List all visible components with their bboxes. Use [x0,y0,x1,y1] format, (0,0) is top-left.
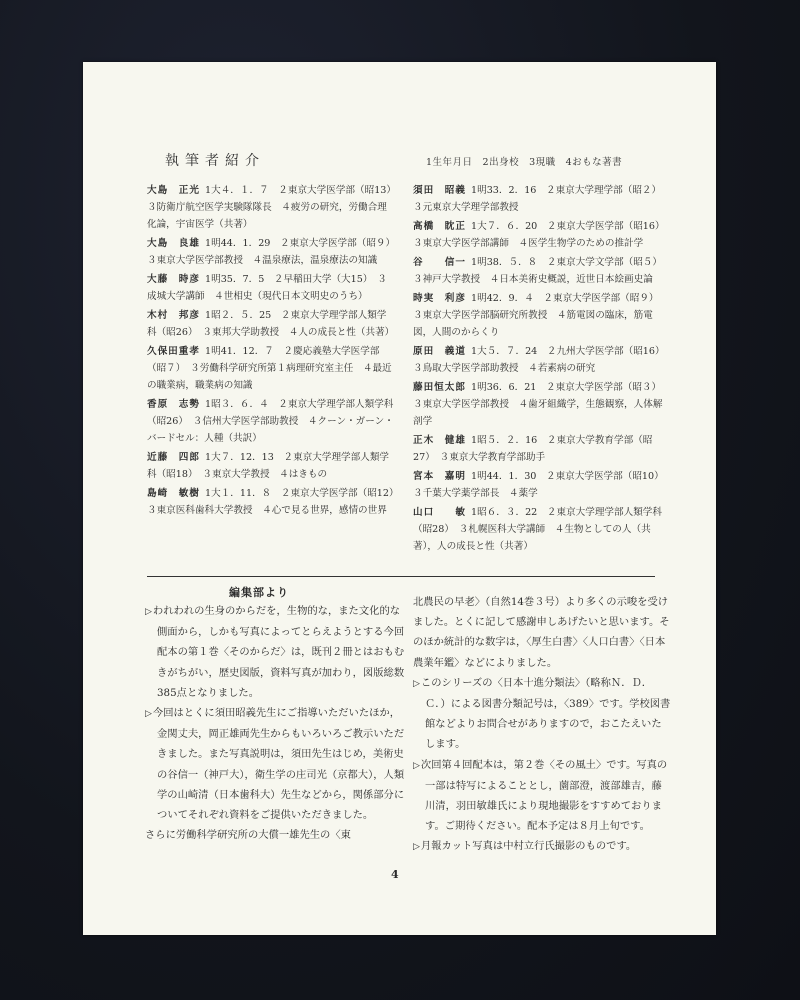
author-entry [413,290,663,341]
editorial-left-column [145,601,407,845]
author-name: 高橋 眈正 [413,221,466,232]
editorial-title: 編集部より [229,586,289,599]
triangle-bullet-icon: ▷ [413,842,420,853]
author-entry [147,343,395,394]
document-page [83,62,716,935]
triangle-bullet-icon: ▷ [145,709,152,720]
author-details: 1大１．11．８ ２東京大学医学部（昭12） ３東京医科歯科大学教授 ４心で見る世界，感情の世界 [147,488,404,516]
author-entry [413,504,663,555]
author-details: 1明36．6．21 ２東京大学医学部（昭３） ３東京大学医学部教授 ４歯牙組織学，生態観察，人体解剖学 [413,382,666,427]
author-details: 1明41．12．７ ２慶応義塾大学医学部（昭７） ３労働科学研究所第１病理研究室主任 ４最近の職業病，職業病の知識 [147,346,392,391]
author-entry [413,254,667,288]
paragraph-text: このシリーズの〈日本十進分類法〉（略称Ｎ．Ｄ．Ｃ．）による図書分類記号は，〈389〉です。学校図書館などよりお問合せがありますので，おこたえいたします。 [420,676,671,751]
author-details: 1明44．1．29 ２東京大学医学部（昭９） ３東京大学医学部教授 ４温泉療法，温泉療法の知識 [147,238,400,266]
author-details: 1昭２．５．25 ２東京大学理学部人類学科（昭26） ３東邦大学助教授 ４人の成長と性（共著） [147,310,395,338]
author-name: 正木 健雄 [413,435,466,446]
author-entry [413,218,670,252]
author-entry [147,182,401,233]
author-name: 時実 利彦 [413,293,466,304]
author-details: 1大５．７．24 ２九州大学医学部（昭16） ３鳥取大学医学部助教授 ４若素病の研究 [413,346,670,374]
author-details: 1大７．12．13 ２東京大学理学部人類学科（昭18） ３東京大学教授 ４はきもの [147,452,390,480]
paragraph-text: 今回はとくに須田昭義先生にご指導いただいたほか，金関丈夫，岡正雄両先生からもいろいろご教示いただきました。また写真説明は，須田先生はじめ，美術史の谷信一（神戸大），衛生学の庄司光（京都大），人類学の山崎清（日本歯科大）先生などから，関係部分についてそれぞれ資料をご提供いただきました。 [152,707,405,822]
author-details: 1明33．2．16 ２東京大学理学部（昭２） ３元東京大学理学部教授 [413,185,666,213]
section-divider [147,576,655,577]
author-entry [413,468,669,502]
author-details: 1大４．１．７ ２東京大学医学部（昭13） ３防衛庁航空医学実験隊隊長 ４疲労の研究，労働合理化論，宇宙医学（共著） [147,185,401,230]
author-details: 1明38．５．８ ２東京大学文学部（昭５） ３神戸大学教授 ４日本美術史概説，近世日本絵画史論 [413,257,667,285]
author-name: 原田 義道 [413,346,466,357]
editorial-paragraph [413,673,671,755]
page-number: 4 [391,868,399,881]
authors-right-column [413,182,670,557]
author-name: 大藤 時彦 [147,274,200,285]
author-details: 1昭５．２．16 ２東京大学教育学部（昭27） ３東京大学教育学部助手 [413,435,653,463]
author-name: 久保田重孝 [147,346,200,357]
author-name: 宮本 嘉明 [413,471,466,482]
paragraph-text: われわれの生身のからだを，生物的な，また文化的な側面から，しかも写真によってとらえようとする今回配本の第１巻〈そのからだ〉は，既刊２冊とはおもむきがちがい，歴史図版，資料写真が加わり，図版総数385点となりました。 [152,605,405,699]
author-name: 藤田恒太郎 [413,382,466,393]
paragraph-text: 月報カット写真は中村立行氏撮影のものです。 [420,840,637,853]
editorial-paragraph [413,836,671,857]
paragraph-text: 北農民の早老〉（自然14巻３号）より多くの示唆を受けました。とくに記して感謝申しあげたいと思います。そのほか統計的な数字は，〈厚生白書〉〈人口白書〉〈日本農業年鑑〉などによりました。 [413,596,670,669]
author-name: 島崎 敏樹 [147,488,200,499]
editorial-right-column [413,592,671,858]
section-title: 執筆者紹介 [165,153,265,169]
author-name: 須田 昭義 [413,185,466,196]
author-entry [147,307,395,341]
author-name: 谷 信一 [413,257,466,268]
author-entry [147,485,404,519]
triangle-bullet-icon: ▷ [145,607,152,617]
editorial-paragraph [145,601,407,703]
editorial-paragraph [145,825,407,845]
author-entry [147,396,395,447]
triangle-bullet-icon: ▷ [413,678,420,689]
author-entry [413,182,666,216]
author-name: 大島 正光 [147,185,200,196]
author-entry [147,235,400,269]
author-details: 1昭６．３．22 ２東京大学理学部人類学科（昭28） ３札幌医科大学講師 ４生物としての人（共著），人の成長と性（共著） [413,507,662,552]
author-entry [413,432,663,466]
editorial-paragraph [145,703,407,825]
author-name: 山口 敏 [413,507,466,518]
author-details: 1明44．1．30 ２東京大学医学部（昭10） ３千葉大学薬学部長 ４薬学 [413,471,669,499]
editorial-paragraph [413,755,671,837]
author-name: 大島 良雄 [147,238,200,249]
author-entry [147,449,395,483]
author-name: 香原 志勢 [147,399,200,410]
author-name: 近藤 四郎 [147,452,200,463]
author-entry [147,271,395,305]
paragraph-text: 次回第４回配本は，第２巻〈その風土〉です。写真の一部は特写によることとし，薗部澄，渡部雄吉，藤川清，羽田敏雄氏により現地撮影をすすめております。ご期待ください。配本予定は８月上旬です。 [420,758,668,833]
editorial-paragraph [413,592,671,673]
author-details: 1昭３．６．４ ２東京大学理学部人類学科（昭26） ３信州大学医学部助教授 ４クーン・ガーン・バードセル：人種（共訳） [147,399,394,444]
author-details: 1明42．9．４ ２東京大学医学部（昭９） ３東京大学医学部脳研究所教授 ４筋電図の臨床，筋電図，人間のからくり [413,293,664,338]
author-entry [413,343,670,377]
authors-left-column [147,182,404,521]
triangle-bullet-icon: ▷ [413,760,420,771]
author-entry [413,379,666,430]
author-details: 1大７．６．20 ２東京大学医学部（昭16） ３東京大学医学部講師 ４医学生物学のための推計学 [413,221,670,249]
legend-text: 1生年月日 2出身校 3現職 4おもな著書 [426,157,623,168]
paragraph-text: さらに労働科学研究所の大償一雄先生の〈東 [145,829,351,842]
author-details: 1明35．7．5 ２早稲田大学（大15） ３成城大学講師 ４世相史（現代日本文明史のうち） [147,274,387,302]
author-name: 木村 邦彦 [147,310,200,321]
